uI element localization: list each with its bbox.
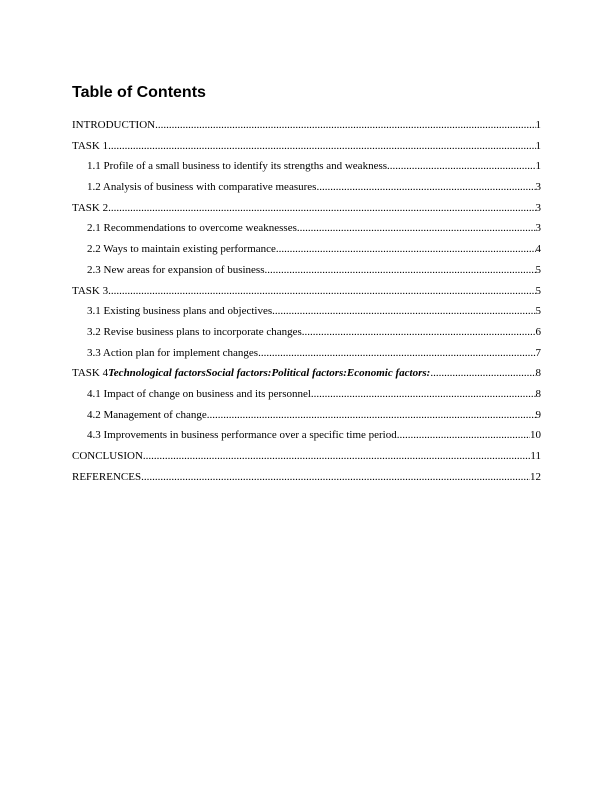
toc-page-number: 1 [535,119,541,131]
toc-page-number: 5 [535,263,541,276]
toc-entry[interactable] [72,363,541,384]
toc-entry-label: 2.2 Ways to maintain existing performance [87,243,276,256]
toc-entry[interactable] [72,156,541,177]
toc-entry[interactable] [72,198,541,219]
toc-entry[interactable] [72,405,541,426]
toc-entry[interactable] [72,115,541,136]
toc-entry[interactable] [72,322,541,343]
toc-dot-leader [108,198,535,219]
toc-dot-leader [207,405,536,426]
toc-entry-label: CONCLUSION [72,450,143,462]
toc-entry[interactable] [72,239,541,260]
toc-page-number: 12 [530,470,541,483]
toc-entry[interactable] [72,467,541,488]
toc-dot-leader [258,343,535,364]
toc-entry[interactable] [72,384,541,405]
toc-page-number: 6 [535,325,541,338]
toc-page-number: 8 [535,367,541,380]
toc-dot-leader [143,446,531,467]
toc-title: Table of Contents [72,84,206,101]
toc-list [72,115,541,487]
toc-entry[interactable] [72,301,541,322]
toc-entry-emphasis: Technological factorsSocial factors:Political factors:Economic factors: [108,367,431,380]
toc-entry-label: 4.3 Improvements in business performance over a specific time period [87,429,397,442]
toc-page-number: 4 [535,243,541,256]
toc-page-number: 5 [535,284,541,297]
toc-dot-leader [155,115,535,136]
toc-dot-leader [276,239,536,260]
toc-entry-label: REFERENCES [72,470,142,483]
toc-dot-leader [302,322,536,343]
toc-page-number: 5 [535,305,541,318]
toc-entry-label: INTRODUCTION [72,119,156,131]
toc-entry-label: TASK 2 [72,201,109,214]
toc-page-number: 9 [535,408,541,421]
toc-entry[interactable] [72,425,541,446]
toc-entry[interactable] [72,260,541,281]
toc-dot-leader [397,425,530,446]
toc-page-number: 10 [530,429,541,442]
toc-entry-label: TASK 3 [72,284,109,297]
toc-entry[interactable] [72,343,541,364]
toc-entry-label: 4.2 Management of change [87,408,207,421]
toc-page-number: 1 [535,139,541,152]
toc-entry-label: 1.2 Analysis of business with comparative measures [87,181,317,194]
toc-dot-leader [311,384,536,405]
toc-entry-label: TASK 1 [72,139,109,152]
toc-entry-label: 3.2 Revise business plans to incorporate changes [87,325,302,338]
toc-entry-label: 2.1 Recommendations to overcome weaknesses [87,222,297,235]
toc-entry-label: 3.1 Existing business plans and objectives [87,305,273,318]
toc-entry[interactable] [72,136,541,157]
toc-page-number: 3 [535,222,541,235]
toc-entry[interactable] [72,218,541,239]
toc-dot-leader [387,156,535,177]
toc-page-number: 3 [535,181,541,194]
toc-entry-label: TASK 4 [72,367,109,380]
toc-dot-leader [108,281,535,302]
toc-entry-label: 2.3 New areas for expansion of business [87,263,265,276]
toc-entry-label: 4.1 Impact of change on business and its personnel [87,387,311,400]
toc-entry[interactable] [72,281,541,302]
toc-dot-leader [108,136,535,157]
toc-page-number: 8 [535,387,541,400]
toc-dot-leader [316,177,535,198]
toc-dot-leader [141,467,530,488]
toc-entry-label: 3.3 Action plan for implement changes [87,346,259,359]
toc-page-number: 11 [530,450,541,462]
toc-page-number: 1 [535,160,541,173]
toc-entry[interactable] [72,177,541,198]
toc-page-number: 3 [535,201,541,214]
toc-page-number: 7 [535,346,541,359]
toc-dot-leader [272,301,535,322]
toc-dot-leader [430,363,535,384]
toc-dot-leader [297,218,536,239]
toc-entry-label: 1.1 Profile of a small business to identify its strengths and weakness [87,160,388,173]
toc-entry[interactable] [72,446,541,467]
toc-dot-leader [264,260,535,281]
